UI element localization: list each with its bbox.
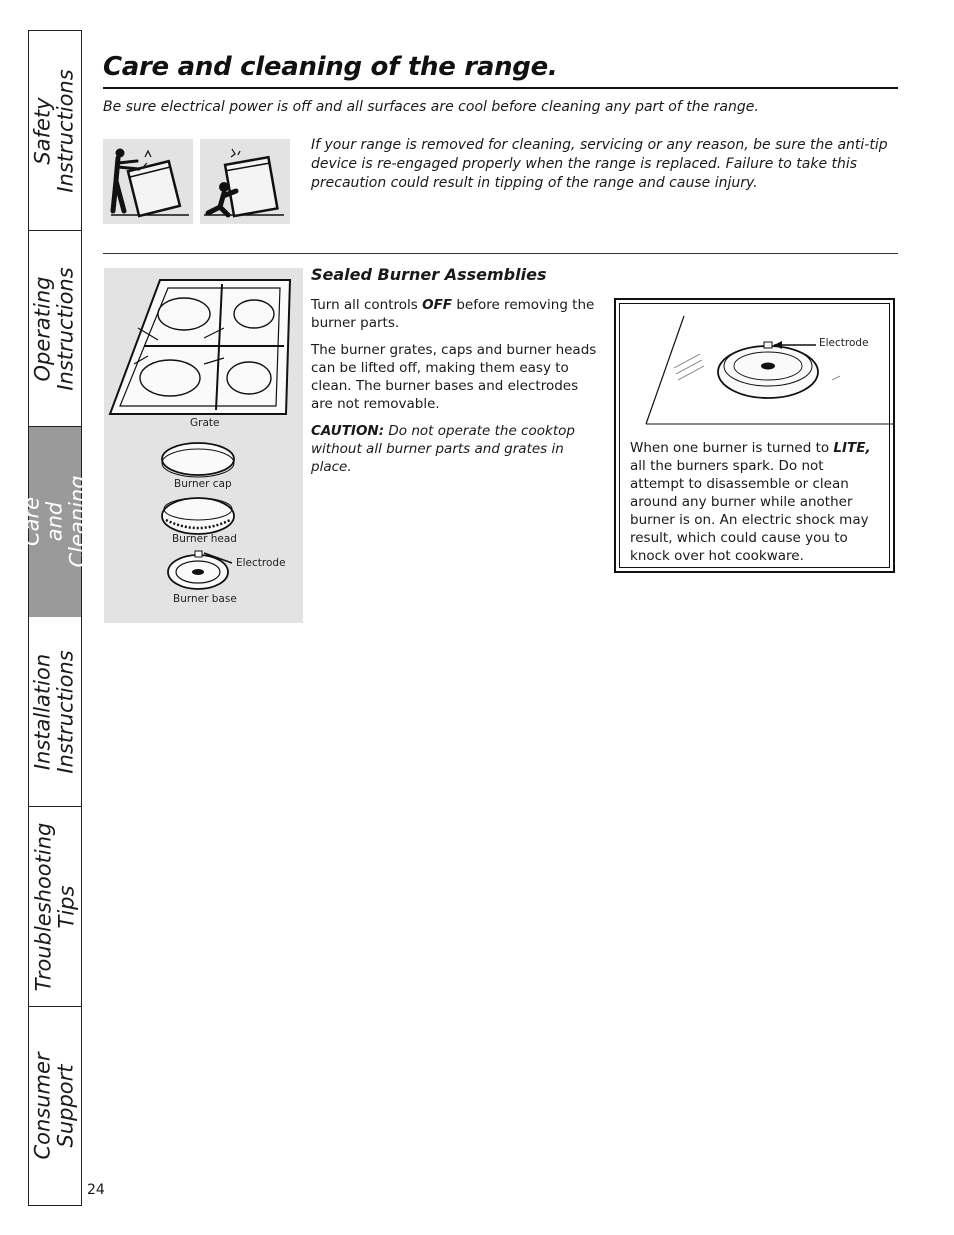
page-title: Care and cleaning of the range.: [103, 52, 558, 82]
tipping-range-icon: [103, 139, 193, 224]
grate-icon: [104, 268, 303, 428]
climbing-child-icon: [200, 139, 290, 224]
tab-label: Safety Instructions: [31, 68, 79, 193]
tab-safety-instructions[interactable]: [29, 31, 81, 231]
anti-tip-illustration-climb: [200, 139, 290, 224]
electrode-warning-box: [614, 298, 895, 573]
caution-label: CAUTION:: [311, 423, 385, 439]
electrode-label: Electrode: [819, 337, 869, 349]
tab-consumer-support[interactable]: [29, 1007, 81, 1205]
instruction-paragraph-1: [311, 296, 601, 332]
lite-emphasis: LITE,: [833, 440, 871, 456]
para1-text-after: before removing the burner parts.: [311, 297, 595, 331]
anti-tip-warning: If your range is removed for cleaning, servicing or any reason, be sure the anti-tip device is re-engaged properly when the range is replaced. Failure to take this precaution could result in tipping of the range and cause injury.: [311, 137, 888, 191]
grate-label: Grate: [190, 417, 220, 429]
side-tabs: [19, 30, 90, 1206]
warning-text-before: When one burner is turned to: [630, 440, 834, 456]
caution-note: [311, 422, 581, 476]
tab-label: Troubleshooting Tips: [31, 822, 79, 991]
burner-head-label: Burner head: [172, 533, 237, 545]
instruction-paragraph-2: The burner grates, caps and burner heads can be lifted off, making them easy to clean. The burner bases and electrodes are not removable.: [311, 342, 597, 412]
para1-text-before: Turn all controls: [311, 297, 423, 313]
electrode-label: Electrode: [236, 557, 286, 569]
page-number: 24: [87, 1182, 105, 1198]
tab-troubleshooting-tips[interactable]: [29, 807, 81, 1007]
cooktop-burner-icon: [618, 302, 895, 437]
title-rule: [103, 87, 898, 89]
warning-text: [630, 439, 878, 565]
burner-cap-label: Burner cap: [174, 478, 232, 490]
power-warning: Be sure electrical power is off and all surfaces are cool before cleaning any part of the range.: [103, 99, 759, 115]
tab-care-and-cleaning[interactable]: [19, 427, 90, 617]
tab-label: Operating Instructions: [31, 266, 78, 391]
anti-tip-illustration-push: [103, 139, 193, 224]
tab-label: Consumer Support: [31, 1052, 78, 1160]
burner-base-label: Burner base: [173, 593, 237, 605]
tab-installation-instructions[interactable]: [29, 617, 81, 807]
tab-label: Installation Instructions: [31, 649, 78, 774]
warning-text-after: all the burners spark. Do not attempt to disassemble or clean around any burner while another burner is on. An electric shock may result, which could cause you to knock over hot cookware.: [630, 458, 869, 564]
burner-parts-illustration: [104, 268, 303, 623]
off-emphasis: OFF: [422, 297, 453, 313]
section-divider: [103, 253, 898, 254]
section-title: Sealed Burner Assemblies: [311, 265, 547, 284]
caution-text: Do not operate the cooktop without all burner parts and grates in place.: [311, 423, 575, 475]
tab-operating-instructions[interactable]: [29, 231, 81, 427]
tab-label: Care and Cleaning: [19, 475, 90, 568]
